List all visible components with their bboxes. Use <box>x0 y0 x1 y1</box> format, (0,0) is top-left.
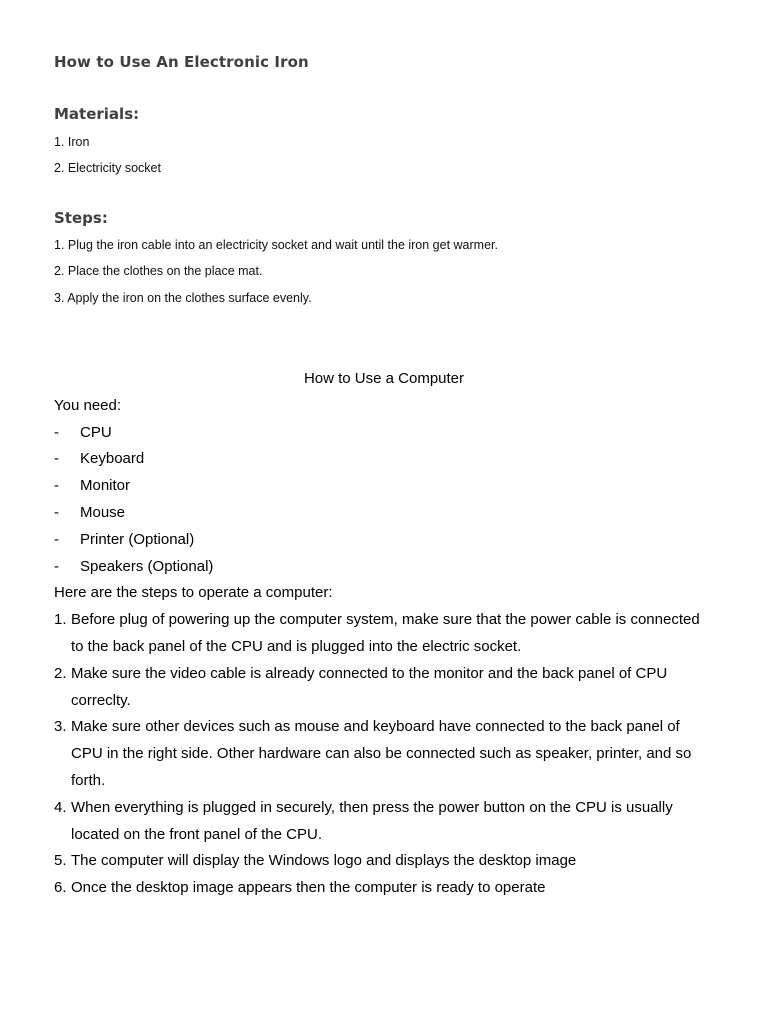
list-item <box>54 500 714 527</box>
step-number: 6. <box>54 879 67 897</box>
step-number: 2. <box>54 664 67 682</box>
step-number: 3. <box>54 718 67 736</box>
list-item <box>54 473 714 500</box>
step-number: 1. <box>54 611 67 629</box>
list-item <box>54 607 714 661</box>
iron-step: 1. Plug the iron cable into an electricity socket and wait until the iron get warmer. <box>54 238 498 252</box>
step-text: When everything is plugged in securely, then press the power button on the CPU is usually located on the front panel of the CPU. <box>71 798 673 843</box>
list-item <box>54 848 714 875</box>
iron-step: 2. Place the clothes on the place mat. <box>54 264 263 278</box>
requirements-list <box>54 420 714 581</box>
step-text: Once the desktop image appears then the computer is ready to operate <box>71 879 546 897</box>
steps-heading: Steps: <box>54 209 108 227</box>
list-item <box>54 661 714 715</box>
material-item: 2. Electricity socket <box>54 161 161 175</box>
requirement-text: Speakers (Optional) <box>80 557 214 575</box>
list-item <box>54 714 714 794</box>
iron-step: 3. Apply the iron on the clothes surface evenly. <box>54 291 312 305</box>
list-item <box>54 527 714 554</box>
requirement-text: Mouse <box>80 503 126 521</box>
requirement-text: Monitor <box>80 477 131 495</box>
step-text: The computer will display the Windows logo and displays the desktop image <box>71 852 577 870</box>
dash-bullet: - <box>54 557 59 575</box>
requirement-text: Keyboard <box>80 450 145 468</box>
material-item: 1. Iron <box>54 135 90 149</box>
computer-steps-list <box>54 607 714 902</box>
materials-heading: Materials: <box>54 105 140 123</box>
step-number: 5. <box>54 852 67 870</box>
dash-bullet: - <box>54 477 59 495</box>
step-text: Before plug of powering up the computer system, make sure that the power cable is connected to the back panel of the CPU and is plugged into the electric socket. <box>71 611 700 655</box>
dash-bullet: - <box>54 450 59 468</box>
iron-guide-title: How to Use An Electronic Iron <box>54 53 309 71</box>
list-item <box>54 446 714 473</box>
dash-bullet: - <box>54 530 59 548</box>
list-item <box>54 554 714 581</box>
steps-intro: Here are the steps to operate a computer: <box>54 584 333 602</box>
step-text: Make sure other devices such as mouse and keyboard have connected to the back panel of CPU in the right side. Other hardware can also be connected such as speaker, printer, and so forth. <box>71 718 692 789</box>
computer-guide-title: How to Use a Computer <box>303 370 465 387</box>
requirement-text: CPU <box>80 423 112 441</box>
computer-guide <box>54 366 714 902</box>
dash-bullet: - <box>54 503 59 521</box>
list-item <box>54 875 714 902</box>
dash-bullet: - <box>54 423 59 441</box>
you-need-label: You need: <box>54 396 122 414</box>
requirement-text: Printer (Optional) <box>80 530 195 548</box>
list-item <box>54 795 714 849</box>
list-item <box>54 420 714 447</box>
step-number: 4. <box>54 798 67 816</box>
step-text: Make sure the video cable is already connected to the monitor and the back panel of CPU correclty. <box>71 664 668 709</box>
